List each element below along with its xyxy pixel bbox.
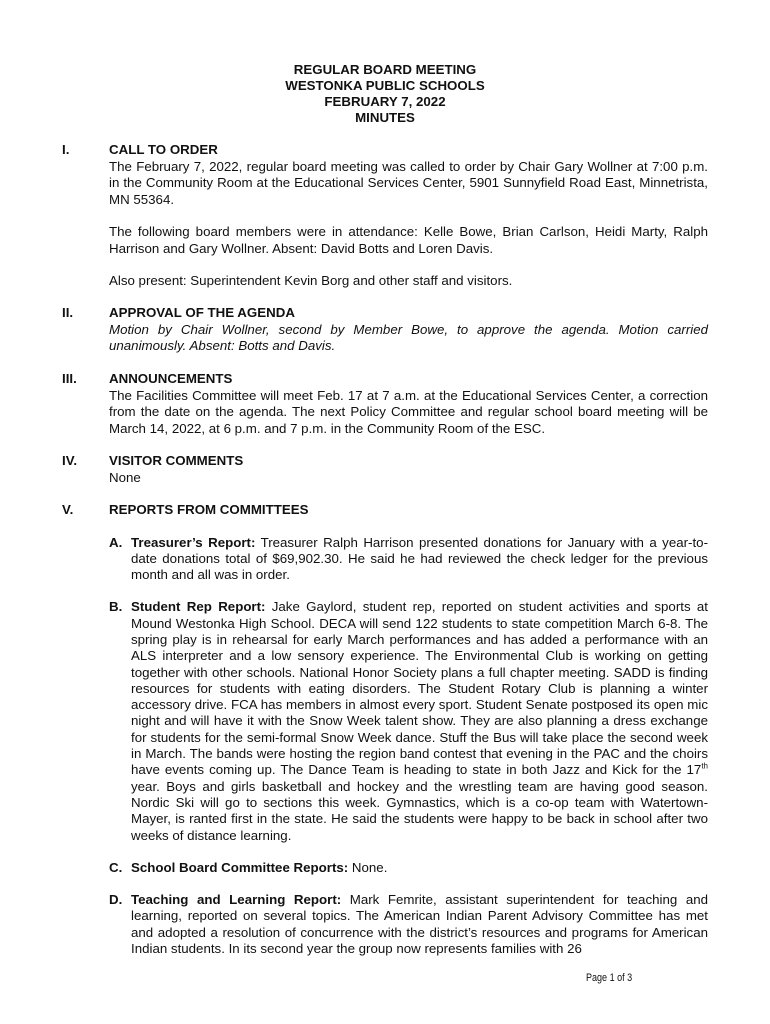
section-reports <box>62 502 708 957</box>
report-letter: B. <box>109 599 123 615</box>
section-title: REPORTS FROM COMMITTEES <box>109 502 309 517</box>
section-number: I. <box>62 142 70 157</box>
report-school-board <box>109 860 708 876</box>
paragraph: The February 7, 2022, regular board meeting was called to order by Chair Gary Wollner at 7:00 p.m. in the Community Room at the Educational Services Center, 5901 Sunnyfield Road East, Minnetrista, MN 55364. <box>109 158 708 207</box>
section-approval-agenda <box>62 305 708 371</box>
report-label: School Board Committee Reports: <box>131 859 349 875</box>
report-teaching-learning <box>109 892 708 957</box>
report-text: Mark Femrite, assistant superintendent for teaching and learning, reported on several topics. The American Indian Parent Advisory Committee has met and adopted a resolution of concurrence with the district’s resources and programs for American Indian students. In its second year the group now represents families with 26 <box>131 892 709 957</box>
section-title: CALL TO ORDER <box>109 142 218 157</box>
report-label: Teaching and Learning Report: <box>131 892 342 908</box>
section-number: III. <box>62 371 77 386</box>
section-number: V. <box>62 502 74 517</box>
section-number: II. <box>62 305 74 320</box>
report-text: Jake Gaylord, student rep, reported on student activities and sports at Mound Westonka High School. DECA will send 122 students to state competition March 6-8. The spring play is in rehearsal for early March performances and has added a performance with an ALS interpreter and a low sensory experience. The Environmental Club is working on getting together with other schools. National Honor Society plans a full chapter meeting. SADD is finding resources for students with eating disorders. The Student Rotary Club is planning a winter accessory drive. FCA has members in almost every sport. Student Senate postposed its open mic night and will have it with the Snow Week talent show. They are also planning a dress exchange for students for the semi-formal Snow Week dance. Stuff the Bus will take place the second week in March. The bands were hosting the region band contest that evening in the PAC and the choirs have events coming up. The Dance Team is heading to state in both Jazz and Kick for the 17 <box>131 599 708 778</box>
page-number: Page 1 of 3 <box>586 972 633 984</box>
paragraph: None <box>109 469 141 485</box>
paragraph: Also present: Superintendent Kevin Borg and other staff and visitors. <box>109 273 513 288</box>
document-header <box>0 62 770 126</box>
header-line-2: WESTONKA PUBLIC SCHOOLS <box>285 78 485 93</box>
section-number: IV. <box>62 453 78 468</box>
section-title: VISITOR COMMENTS <box>109 453 244 468</box>
report-label: Treasurer’s Report: <box>131 534 256 550</box>
paragraph: The following board members were in attendance: Kelle Bowe, Brian Carlson, Heidi Marty, Ralph Harrison and Gary Wollner. Absent: David Botts and Loren Davis. <box>109 224 708 256</box>
report-label: Student Rep Report: <box>131 599 266 615</box>
report-letter: C. <box>109 859 123 875</box>
report-letter: A. <box>109 534 123 550</box>
paragraph: The Facilities Committee will meet Feb. 17 at 7 a.m. at the Educational Services Center, a correction from the date on the agenda. The next Policy Committee and regular school board meeting will be March 14, 2022, at 6 p.m. and 7 p.m. in the Community Room of the ESC. <box>109 387 708 436</box>
report-text: year. Boys and girls basketball and hockey and the wrestling team are having good season. Nordic Ski will go to sections this week. Gymnastics, which is a co-op team with Watertown-Mayer, is ranted first in the state. He said the students were happy to be back in school after two weeks of distance learning. <box>131 778 708 843</box>
section-title: APPROVAL OF THE AGENDA <box>109 305 295 320</box>
report-letter: D. <box>109 892 123 908</box>
report-student-rep <box>109 599 708 843</box>
header-line-3: FEBRUARY 7, 2022 <box>324 94 446 109</box>
report-treasurer <box>109 535 708 584</box>
section-title: ANNOUNCEMENTS <box>109 371 233 386</box>
section-visitor-comments <box>62 453 708 502</box>
section-call-to-order <box>62 142 708 306</box>
header-line-4: MINUTES <box>355 110 415 125</box>
superscript: th <box>701 761 708 771</box>
report-text: Treasurer Ralph Harrison presented donations for January with a year-to-date donations total of $69,902.30. He said he had reviewed the check ledger for the previous month and all was in order. <box>131 534 708 583</box>
report-text: None. <box>348 859 388 875</box>
motion-text: Motion by Chair Wollner, second by Member Bowe, to approve the agenda. Motion carried unanimously. Absent: Botts and Davis. <box>109 321 708 353</box>
header-line-1: REGULAR BOARD MEETING <box>293 62 477 77</box>
section-announcements <box>62 371 708 453</box>
